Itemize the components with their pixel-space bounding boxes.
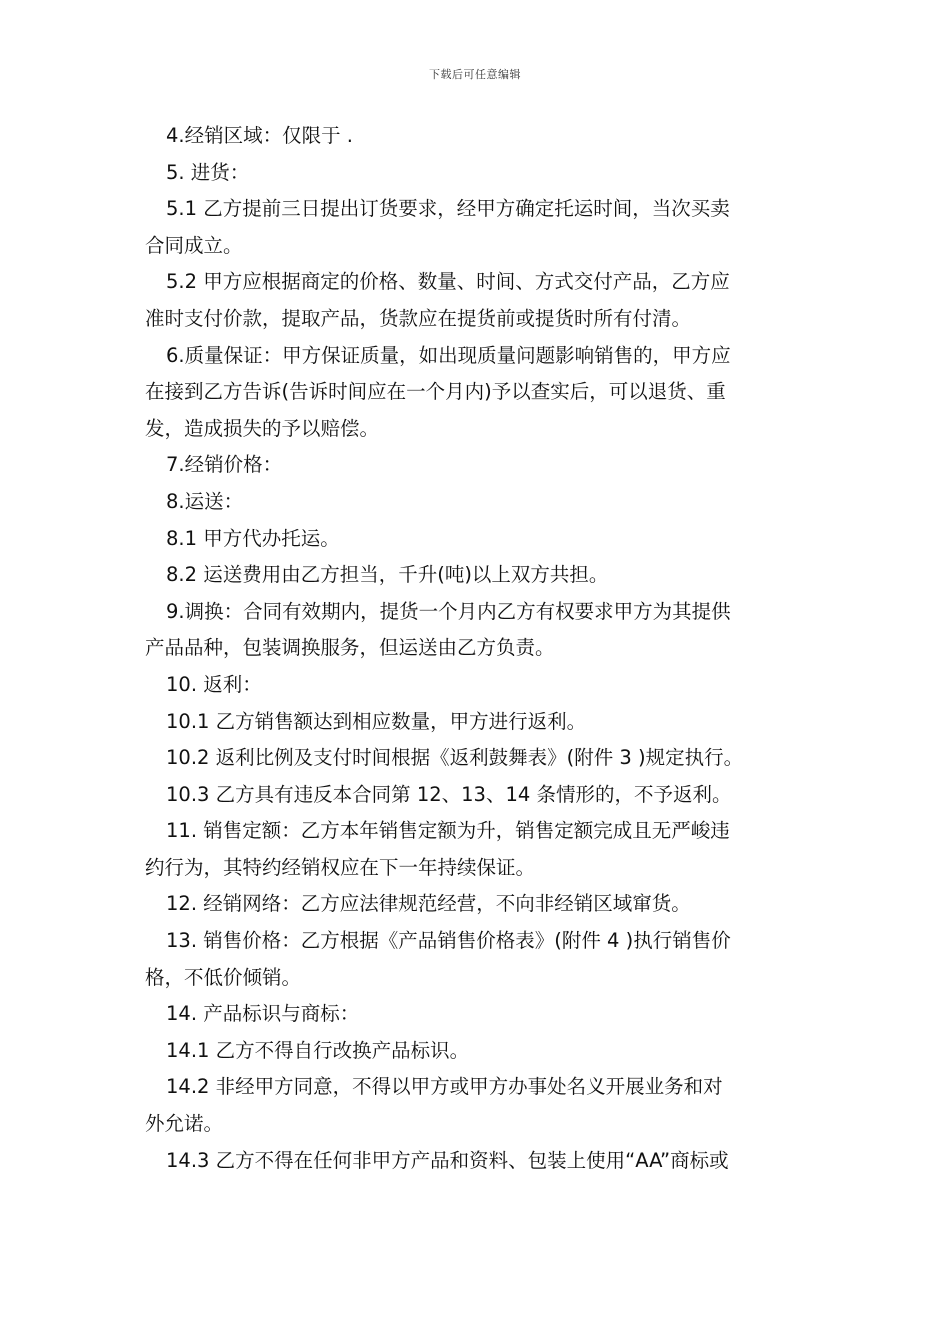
text-line: 5. 进货： bbox=[166, 160, 250, 184]
text-line: 准时支付价款，提取产品，货款应在提货前或提货时所有付清。 bbox=[145, 306, 692, 330]
text-line: 8.2 运送费用由乙方担当，千升(吨)以上双方共担。 bbox=[166, 563, 609, 587]
text-line: 14.2 非经甲方同意，不得以甲方或甲方办事处名义开展业务和对 bbox=[166, 1075, 723, 1099]
text-line: 13. 销售价格：乙方根据《产品销售价格表》(附件 4 )执行销售价 bbox=[166, 929, 731, 953]
text-line: 4.经销区域：仅限于 . bbox=[166, 124, 354, 147]
text-line: 格，不低价倾销。 bbox=[145, 965, 302, 989]
text-line: 约行为，其特约经销权应在下一年持续保证。 bbox=[145, 855, 536, 879]
document-body bbox=[145, 118, 815, 1179]
text-line: 14.3 乙方不得在任何非甲方产品和资料、包装上使用“AA”商标或 bbox=[166, 1148, 729, 1172]
text-line: 10.3 乙方具有违反本合同第 12、13、14 条情形的，不予返利。 bbox=[166, 782, 732, 806]
text-line: 10.2 返利比例及支付时间根据《返利鼓舞表》(附件 3 )规定执行。 bbox=[166, 746, 744, 770]
text-line: 发，造成损失的予以赔偿。 bbox=[145, 416, 380, 440]
text-line: 合同成立。 bbox=[145, 233, 243, 257]
text-line: 9.调换：合同有效期内，提货一个月内乙方有权要求甲方为其提供 bbox=[166, 599, 731, 623]
page-header: 下载后可任意编辑 bbox=[429, 68, 521, 81]
text-line: 14. 产品标识与商标： bbox=[166, 1002, 360, 1026]
text-line: 7.经销价格： bbox=[166, 453, 283, 477]
text-line: 在接到乙方告诉(告诉时间应在一个月内)予以查实后，可以退货、重 bbox=[145, 380, 726, 404]
text-line: 10.1 乙方销售额达到相应数量，甲方进行返利。 bbox=[166, 709, 587, 733]
text-line: 14.1 乙方不得自行改换产品标识。 bbox=[166, 1038, 470, 1062]
text-line: 5.1 乙方提前三日提出订货要求，经甲方确定托运时间，当次买卖 bbox=[166, 197, 730, 221]
text-line: 5.2 甲方应根据商定的价格、数量、时间、方式交付产品，乙方应 bbox=[166, 270, 730, 294]
text-line: 12. 经销网络：乙方应法律规范经营，不向非经销区域窜货。 bbox=[166, 892, 691, 916]
text-line: 产品品种，包装调换服务，但运送由乙方负责。 bbox=[145, 636, 555, 660]
text-line: 11. 销售定额：乙方本年销售定额为升，销售定额完成且无严峻违 bbox=[166, 819, 730, 843]
text-line: 外允诺。 bbox=[145, 1112, 224, 1136]
text-line: 10. 返利： bbox=[166, 672, 262, 696]
text-line: 6.质量保证：甲方保证质量，如出现质量问题影响销售的，甲方应 bbox=[166, 343, 731, 367]
text-line: 8.1 甲方代办托运。 bbox=[166, 526, 340, 550]
text-line: 8.运送： bbox=[166, 489, 244, 513]
